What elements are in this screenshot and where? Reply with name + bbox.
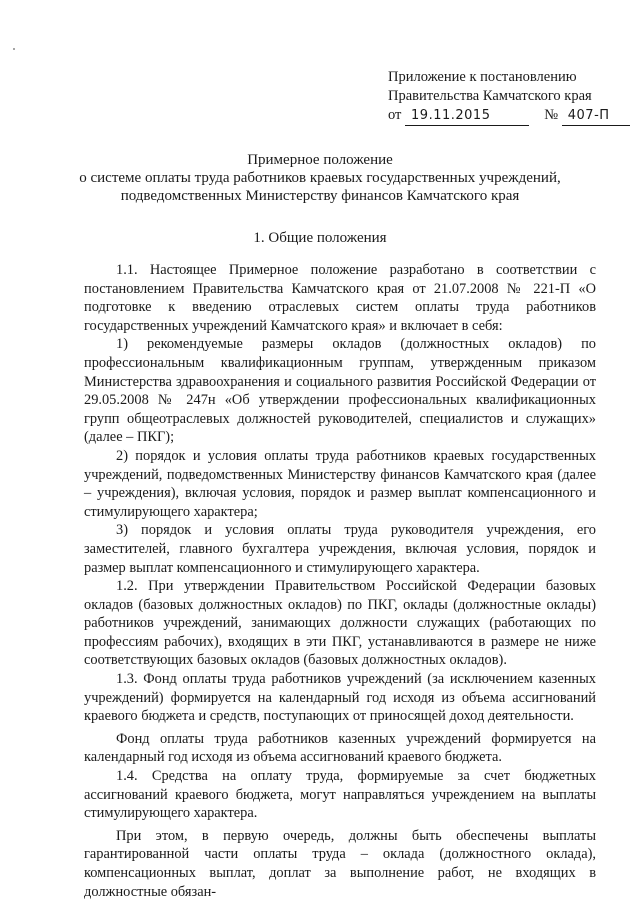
title-line-3: подведомственных Министерству финансов Камчатского края	[120, 188, 520, 204]
scan-speck	[13, 48, 15, 50]
approval-line-3	[388, 106, 628, 126]
paragraph-item-2: 2) порядок и условия оплаты труда работников краевых государственных учреждений, подведомственных Министерству финансов Камчатского края (далее – учреждения), включая условия, порядок и размер выплат компенсационного и стимулирующего характера;	[84, 447, 596, 520]
paragraph-1-2: 1.2. При утверждении Правительством Российской Федерации базовых окладов (базовых должностных окладов) по ПКГ, оклады (должностные оклады) работников учреждений, занимающих должности служащих (работающих по профессиям рабочих), входящих в эти ПКГ, устанавливаются в размере не ниже соответствующих базовых окладов (базовых должностных окладов).	[84, 578, 596, 669]
approval-num-label: №	[544, 107, 559, 123]
section-heading: 1. Общие положения	[253, 230, 387, 246]
paragraph-1-3: 1.3. Фонд оплаты труда работников учреждений (за исключением казенных учреждений) формируется на календарный год исходя из объема ассигнований краевого бюджета и средств, поступающих от приносящей доход деятельности.	[84, 671, 596, 725]
approval-date: 19.11.2015	[405, 106, 529, 126]
paragraph-item-1: 1) рекомендуемые размеры окладов (должностных окладов) по профессиональным квалификационным группам, утвержденным приказом Министерства здравоохранения и социального развития Российской Федерации от 29.05.2008 № 247н «Об утверждении профессиональных квалификационных групп общеотраслевых должностей руководителей, специалистов и служащих» (далее – ПКГ);	[84, 336, 596, 446]
approval-ot-label: от	[388, 107, 402, 123]
document-title	[40, 151, 600, 205]
paragraph-priority: При этом, в первую очередь, должны быть обеспечены выплаты гарантированной части оплаты труда – оклада (должностного оклада), компенсационных выплат, доплат за выполнение работ, не входящих в должностные обязан-	[84, 827, 596, 900]
paragraph-1-4: 1.4. Средства на оплату труда, формируемые за счет бюджетных ассигнований краевого бюджета, могут направляться учреждением на выплаты стимулирующего характера.	[84, 768, 596, 822]
paragraph-fund: Фонд оплаты труда работников казенных учреждений формируется на календарный год исходя из объема ассигнований краевого бюджета.	[84, 730, 596, 766]
approval-line-2: Правительства Камчатского края	[388, 88, 592, 104]
approval-number: 407-П	[562, 106, 630, 126]
title-line-1: Примерное положение	[247, 152, 393, 168]
approval-line-1: Приложение к постановлению	[388, 69, 577, 85]
title-line-2: о системе оплаты труда работников краевых государственных учреждений,	[79, 170, 561, 186]
body-text	[84, 261, 596, 901]
paragraph-item-3: 3) порядок и условия оплаты труда руководителя учреждения, его заместителей, главного бухгалтера учреждения, включая условия, порядок и размер выплат компенсационного и стимулирующего характера.	[84, 522, 596, 576]
paragraph-1-1: 1.1. Настоящее Примерное положение разработано в соответствии с постановлением Правительства Камчатского края от 21.07.2008 № 221-П «О подготовке к введению отраслевых систем оплаты труда работников государственных учреждений Камчатского края» и включает в себя:	[84, 262, 596, 334]
approval-block	[388, 68, 628, 126]
